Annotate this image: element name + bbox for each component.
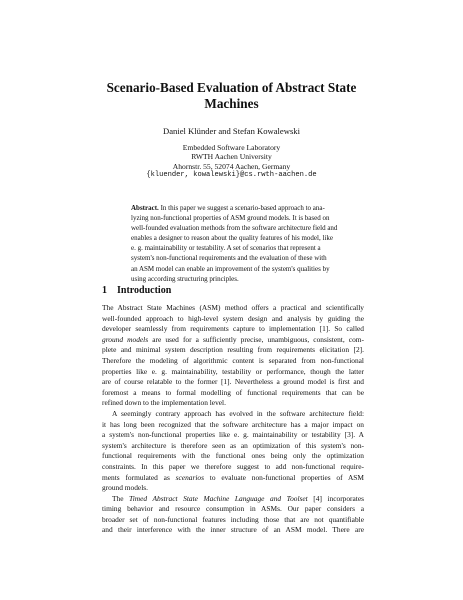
body-line xyxy=(102,388,364,399)
body-line-text: properties like e. g. maintainability, testability or performance, though the latter xyxy=(102,366,364,376)
body-line-text: Therefore the modeling of algorithmic content is separated from non-functional xyxy=(102,355,364,365)
body-line xyxy=(102,515,364,526)
abstract-block xyxy=(131,203,411,284)
body-line xyxy=(102,494,364,505)
body-line xyxy=(102,430,364,441)
body-line xyxy=(102,377,364,388)
body-line-text: to evaluate non-functional properties of ASM xyxy=(203,472,364,482)
abstract-line: well-founded evaluation methods from the software architecture field and xyxy=(131,224,338,233)
body-line xyxy=(102,420,364,431)
body-line xyxy=(102,441,364,452)
body-line-prefix: ments formulated as xyxy=(102,472,176,482)
paper-title: Scenario-Based Evaluation of Abstract State Machines xyxy=(106,80,357,111)
body-line xyxy=(102,314,364,325)
body-line-text: foremost a means to formal modelling of functional requirements that can be xyxy=(102,387,364,397)
body-line-text: [4] incorporates xyxy=(307,493,364,503)
paper-authors: Daniel Klünder and Stefan Kowalewski xyxy=(163,126,300,136)
author-affiliation xyxy=(60,143,403,181)
abstract-line: an ASM model can enable an improvement of the system's qualities by xyxy=(131,264,330,273)
body-line-text: timing behavior and resource consumption in ASMs. Our paper considers a xyxy=(102,504,364,514)
body-line-emphasis: ground models xyxy=(102,334,149,344)
body-line xyxy=(102,462,364,473)
body-text xyxy=(102,303,364,536)
body-line-text: it has long been recognized that the software architecture has a major impact on xyxy=(102,419,364,429)
body-line-text: constraints. In this paper we therefore suggest to add non-functional require- xyxy=(102,461,364,471)
abstract-label: Abstract. xyxy=(131,204,159,212)
abstract-line: e. g. maintainability or testability. A set of scenarios that represent a xyxy=(131,244,321,253)
body-line-prefix: The xyxy=(112,493,130,503)
body-line xyxy=(102,473,364,484)
body-line-text: A seemingly contrary approach has evolved in the software architecture field: xyxy=(112,408,364,418)
abstract-line: using according structuring principles. xyxy=(131,274,239,283)
body-line-text: The Abstract State Machines (ASM) method offers a practical and scientifically xyxy=(102,303,364,312)
body-line xyxy=(102,398,364,409)
abstract-line: In this paper we suggest a scenario-based approach to ana- xyxy=(160,204,325,212)
section-title: Introduction xyxy=(117,285,172,296)
body-line xyxy=(102,324,364,335)
body-line-text: functional requirements with the functional ones being only the optimization xyxy=(102,451,364,461)
body-line-emphasis: scenarios xyxy=(175,472,204,482)
affiliation-university: RWTH Aachen University xyxy=(191,152,272,162)
body-line-text: ground models. xyxy=(102,483,148,493)
body-line xyxy=(102,356,364,367)
body-line-text: a system's non-functional properties like e. g. maintainability or testability [3]. A xyxy=(102,430,364,440)
body-line-text: broader set of non-functional features including those that are not quantifiable xyxy=(102,514,364,524)
body-line-text: developer seamlessly from requirements capture to implementation [1]. So called xyxy=(102,324,364,334)
body-line xyxy=(102,451,364,462)
body-line xyxy=(102,303,364,314)
body-line xyxy=(102,525,364,536)
body-line-emphasis: Timed Abstract State Machine Language and Toolset xyxy=(129,493,308,503)
affiliation-email: {kluender, kowalewski}@cs.rwth-aachen.de xyxy=(146,171,317,180)
body-line xyxy=(102,367,364,378)
abstract-line: lyzing non-functional properties of ASM ground models. It is based on xyxy=(131,214,330,223)
body-line xyxy=(102,409,364,420)
body-line xyxy=(102,483,364,494)
affiliation-address: Ahornstr. 55, 52074 Aachen, Germany xyxy=(172,161,291,171)
body-line-text: are used for a sufficiently precise, unambiguous, consistent, com- xyxy=(148,334,364,344)
body-line-text: plete and minimal system description resulting from requirements elicitation [2]. xyxy=(102,345,364,355)
body-line-text: and their interference with the inner structure of an ASM model. There are xyxy=(102,525,364,535)
section-heading xyxy=(102,285,171,297)
abstract-line: enables a designer to reason about the quality features of his model, like xyxy=(131,234,333,243)
body-line xyxy=(102,345,364,356)
body-line-text: well-founded approach to high-level system design and analysis by guiding the xyxy=(102,313,364,323)
abstract-line: system's non-functional requirements and the evaluation of these with xyxy=(131,254,327,263)
body-line xyxy=(102,335,364,346)
body-line-text: are of course relatable to the former [1]. Nevertheless a ground model is first and xyxy=(102,377,364,387)
body-line-text: system's architecture is therefore seen as an optimization of this system's non- xyxy=(102,440,364,450)
body-line xyxy=(102,504,364,515)
body-line-text: refined down to the implementation level. xyxy=(102,398,226,408)
affiliation-lab: Embedded Software Laboratory xyxy=(182,143,281,152)
section-number: 1 xyxy=(102,285,107,296)
